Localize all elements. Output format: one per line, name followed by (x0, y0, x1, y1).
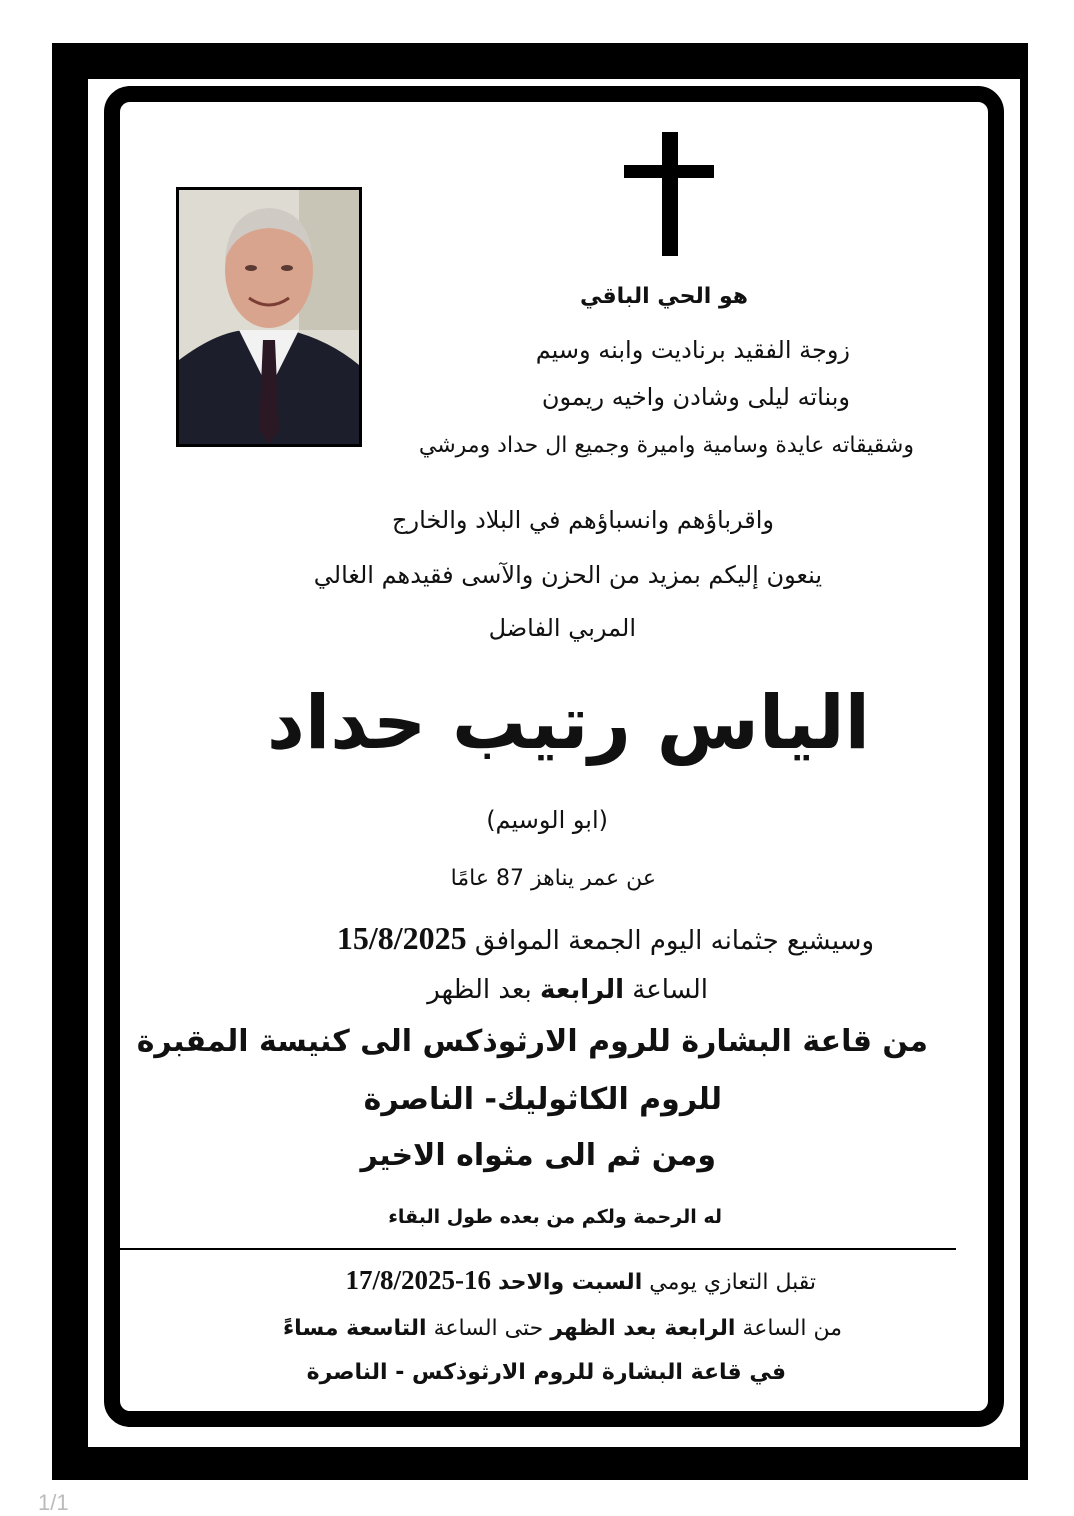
funeral-date: 15/8/2025 (336, 920, 467, 956)
hours-end: التاسعة مساءً (282, 1316, 427, 1341)
cross-icon-bar (624, 165, 714, 178)
condolence-dates: 16-17/8/2025 (345, 1265, 491, 1295)
age-line: عن عمر يناهز 87 عامًا (450, 866, 656, 891)
family-line-3: وشقيقاته عايدة وسامية واميرة وجميع ال حداد ومرشي (418, 433, 914, 458)
time-bold: الرابعة (540, 975, 625, 1005)
route-line-1: من قاعة البشارة للروم الارثوذكس الى كنيسة المقبرة (136, 1024, 928, 1059)
venue-line: في قاعة البشارة للروم الارثوذكس - الناصرة (306, 1360, 786, 1385)
funeral-line (337, 920, 874, 957)
funeral-text: وسيشيع جثمانه اليوم الجمعة الموافق (474, 926, 874, 956)
deceased-name: الياس رتيب حداد (266, 680, 870, 766)
condolence-line (345, 1265, 816, 1296)
cross-icon (662, 132, 678, 256)
hours-start: الرابعة بعد الظهر (550, 1316, 736, 1341)
condolence-days: السبت والاحد (497, 1270, 643, 1295)
route-line-3: ومن ثم الى مثواه الاخير (360, 1138, 716, 1173)
hours-mid: حتى الساعة (433, 1316, 544, 1341)
blessing-line: له الرحمة ولكم من بعده طول البقاء (388, 1206, 722, 1228)
time-prefix: الساعة (632, 975, 708, 1005)
hours-line (283, 1316, 842, 1341)
route-line-2: للروم الكاثوليك- الناصرة (363, 1082, 722, 1117)
hours-prefix: من الساعة (742, 1316, 842, 1341)
condolence-prefix: تقبل التعازي يومي (649, 1270, 816, 1295)
family-line-2: وبناته ليلى وشادن واخيه ريمون (541, 383, 850, 411)
time-suffix: بعد الظهر (427, 975, 532, 1005)
relatives-line: واقرباؤهم وانسباؤهم في البلاد والخارج (392, 506, 774, 534)
deceased-portrait (176, 187, 362, 447)
divider-line (120, 1248, 956, 1250)
title-line: المربي الفاضل (488, 614, 636, 642)
heading-text: هو الحي الباقي (580, 284, 748, 309)
page-indicator: 1/1 (38, 1490, 69, 1515)
nickname-line: (ابو الوسيم) (486, 806, 608, 834)
time-line (427, 975, 708, 1005)
family-line-1: زوجة الفقيد برناديت وابنه وسيم (535, 336, 850, 364)
announce-line: ينعون إليكم بمزيد من الحزن والآسى فقيدهم الغالي (313, 561, 822, 589)
